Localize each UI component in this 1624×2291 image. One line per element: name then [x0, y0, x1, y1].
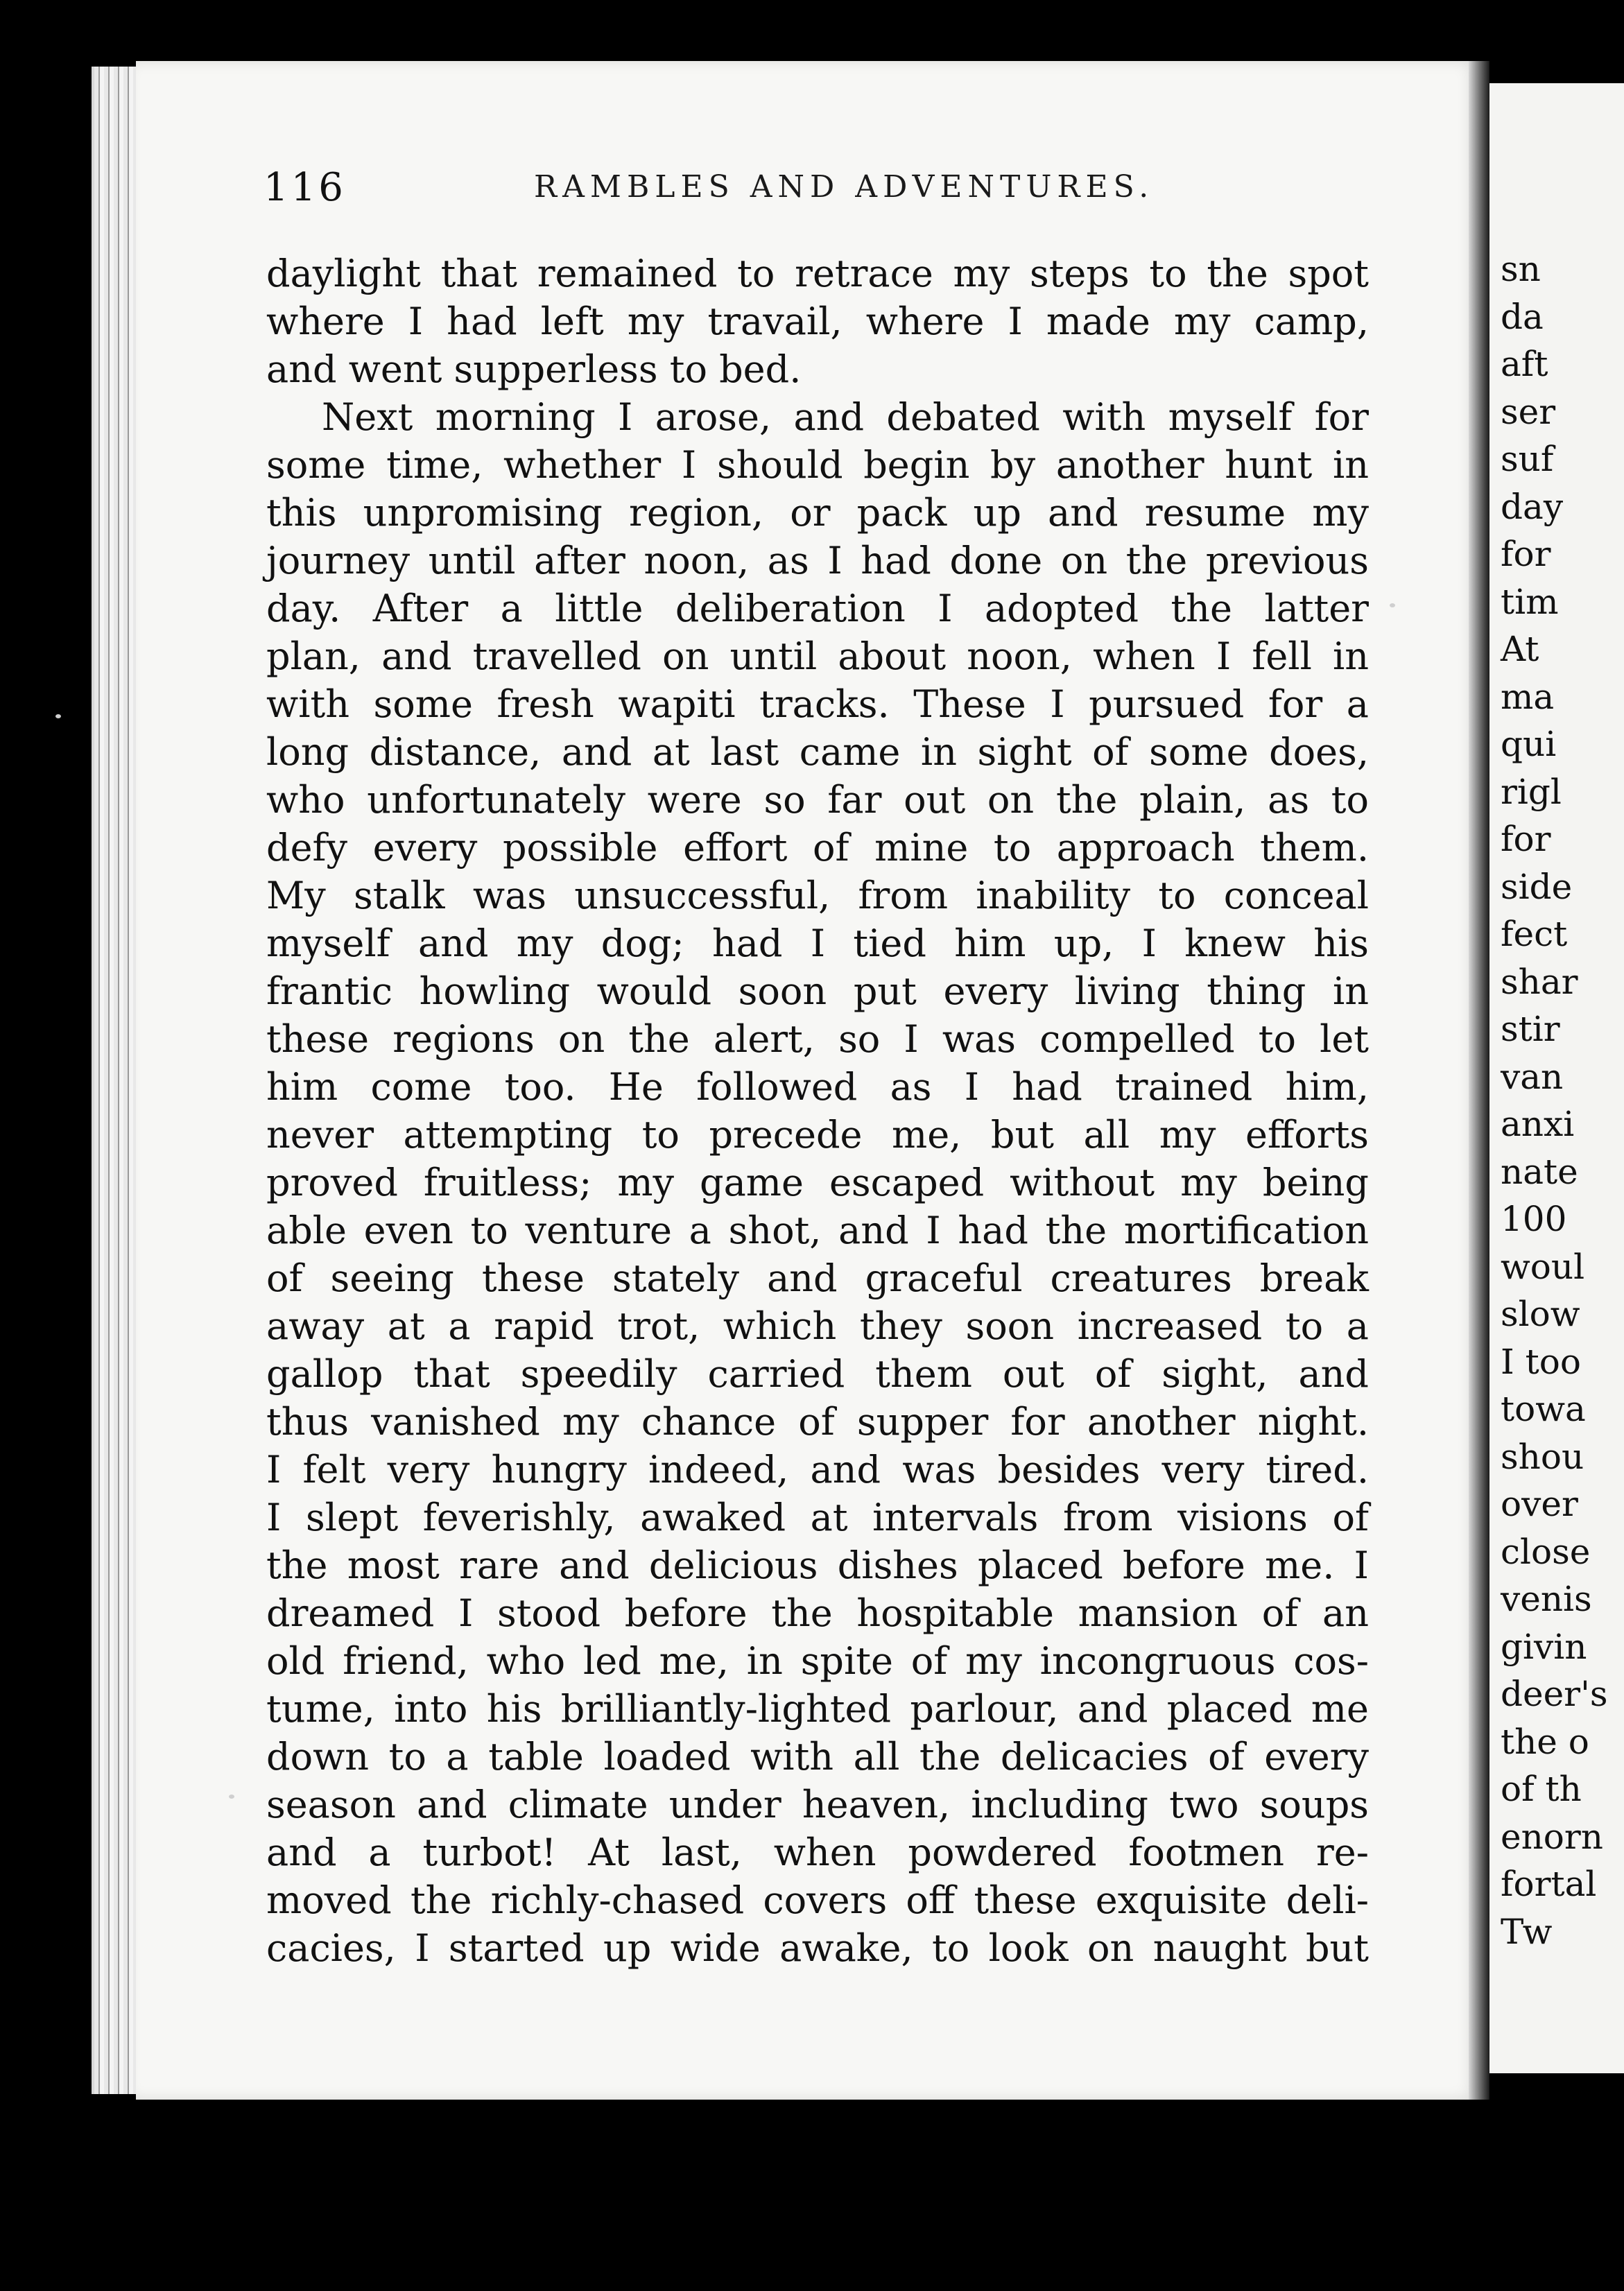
right-page-fragment: towa	[1501, 1389, 1586, 1429]
text-line: never attempting to precede me, but all my efforts	[266, 1113, 1369, 1157]
right-page	[1489, 83, 1624, 2073]
text-line: of seeing these stately and graceful creatures break	[266, 1256, 1369, 1300]
scan-speck	[229, 1795, 234, 1799]
text-line: defy every possible effort of mine to approach them.	[266, 826, 1369, 870]
text-line: these regions on the alert, so I was compelled to let	[266, 1017, 1369, 1061]
text-line: I felt very hungry indeed, and was besides very tired.	[266, 1448, 1369, 1492]
text-line: long distance, and at last came in sight of some does,	[266, 730, 1369, 774]
text-line: tume, into his brilliantly-lighted parlour, and placed me	[266, 1687, 1369, 1731]
right-page-fragment: tim	[1501, 581, 1559, 622]
text-line: where I had left my travail, where I made my camp,	[266, 300, 1369, 343]
right-page-fragment: fortal	[1501, 1864, 1597, 1904]
right-page-fragment: fect	[1501, 914, 1568, 954]
text-line: old friend, who led me, in spite of my incongruous cos-	[266, 1639, 1369, 1683]
text-line: day. After a little deliberation I adopted the latter	[266, 587, 1369, 630]
right-page-fragment: shar	[1501, 961, 1578, 1002]
text-line: proved fruitless; my game escaped without my being	[266, 1161, 1369, 1204]
right-page-fragment: deer's	[1501, 1674, 1608, 1714]
right-page-fragment: the o	[1501, 1721, 1589, 1762]
right-page-text-fragments	[1501, 245, 1624, 1955]
text-line: who unfortunately were so far out on the plain, as to	[266, 778, 1369, 822]
text-line: season and climate under heaven, including two soups	[266, 1783, 1369, 1826]
right-page-fragment: for	[1501, 819, 1551, 859]
body-text	[266, 250, 1369, 1972]
book-gutter	[1469, 61, 1489, 2100]
text-line: and a turbot! At last, when powdered footmen re-	[266, 1831, 1369, 1874]
right-page-fragment: woul	[1501, 1246, 1585, 1287]
right-page-fragment: stir	[1501, 1009, 1560, 1049]
right-page-fragment: suf	[1501, 439, 1554, 479]
right-page-fragment: anxi	[1501, 1104, 1575, 1144]
right-page-fragment: enorn	[1501, 1816, 1603, 1857]
right-page-fragment: qui	[1501, 724, 1557, 764]
text-line: with some fresh wapiti tracks. These I pursued for a	[266, 682, 1369, 726]
right-page-fragment: of th	[1501, 1769, 1582, 1809]
text-line: moved the richly-chased covers off these exquisite deli-	[266, 1878, 1369, 1922]
text-line: and went supperless to bed.	[266, 347, 802, 391]
text-line: some time, whether I should begin by another hunt in	[266, 443, 1369, 487]
scan-speck	[55, 714, 61, 718]
right-page-fragment: aft	[1501, 344, 1548, 384]
text-line: dreamed I stood before the hospitable mansion of an	[266, 1591, 1369, 1635]
page-number: 116	[264, 165, 346, 210]
text-line: frantic howling would soon put every living thing in	[266, 969, 1369, 1013]
right-page-fragment: side	[1501, 866, 1573, 907]
text-line: gallop that speedily carried them out of sight, and	[266, 1352, 1369, 1396]
right-page-fragment: shou	[1501, 1436, 1584, 1477]
right-page-fragment: for	[1501, 534, 1551, 574]
running-head: RAMBLES AND ADVENTURES.	[534, 169, 1155, 205]
right-page-fragment: day	[1501, 486, 1564, 527]
scan-speck	[1390, 603, 1395, 607]
right-page-fragment: slow	[1501, 1294, 1580, 1334]
text-line: My stalk was unsuccessful, from inability to conceal	[266, 874, 1369, 917]
right-page-fragment: venis	[1501, 1579, 1592, 1619]
right-page-fragment: ma	[1501, 676, 1555, 717]
text-line: able even to venture a shot, and I had the mortification	[266, 1209, 1369, 1252]
right-page-fragment: 100	[1501, 1199, 1567, 1239]
right-page-fragment: At	[1501, 629, 1539, 669]
right-page-fragment: ser	[1501, 391, 1556, 432]
right-page-fragment: Tw	[1501, 1911, 1553, 1952]
text-line: away at a rapid trot, which they soon increased to a	[266, 1304, 1369, 1348]
right-page-fragment: over	[1501, 1484, 1578, 1524]
page-edges	[92, 67, 143, 2094]
text-line: journey until after noon, as I had done on the previous	[266, 539, 1369, 582]
text-line: myself and my dog; had I tied him up, I knew his	[266, 922, 1369, 965]
text-line: cacies, I started up wide awake, to look on naught but	[266, 1926, 1369, 1970]
right-page-fragment: van	[1501, 1056, 1564, 1097]
right-page-fragment: rigl	[1501, 771, 1562, 812]
text-line: him come too. He followed as I had trained him,	[266, 1065, 1369, 1109]
text-line: Next morning I arose, and debated with myself for	[322, 395, 1369, 439]
text-line: the most rare and delicious dishes placed before me. I	[266, 1544, 1369, 1587]
right-page-fragment: givin	[1501, 1626, 1587, 1667]
right-page-fragment: sn	[1501, 249, 1541, 289]
text-line: this unpromising region, or pack up and resume my	[266, 491, 1369, 535]
text-line: down to a table loaded with all the delicacies of every	[266, 1735, 1369, 1779]
right-page-fragment: I too	[1501, 1341, 1581, 1382]
text-line: daylight that remained to retrace my steps to the spot	[266, 252, 1369, 295]
right-page-fragment: da	[1501, 296, 1544, 337]
right-page-fragment: nate	[1501, 1151, 1578, 1192]
text-line: I slept feverishly, awaked at intervals from visions of	[266, 1496, 1369, 1539]
right-page-fragment: close	[1501, 1531, 1591, 1572]
text-line: thus vanished my chance of supper for another night.	[266, 1400, 1369, 1444]
text-line: plan, and travelled on until about noon, when I fell in	[266, 634, 1369, 678]
